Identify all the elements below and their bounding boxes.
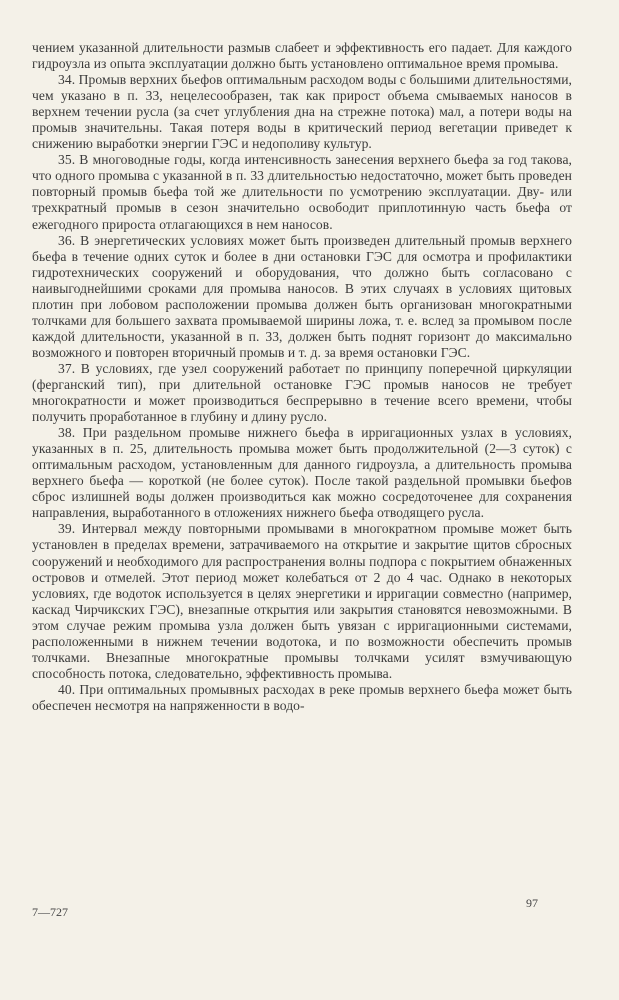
paragraph-38: 38. При раздельном промыве нижнего бьефа в ирригационных узлах в условиях, указанных в п. 25, длительность промыва может быть продолжительной (2—3 суток) с оптимальным расходом, установленным для данного гидроузла, а длительность промыва верхнего бьефа — короткой (не более суток). После такой раздельной промывки бьефов сброс излишней воды должен производиться как можно сосредоточенее для сохранения направления, выработанного в отложениях нижнего бьефа отводящего русла. [32, 425, 572, 521]
paragraph-continuation: чением указанной длительности размыв слабеет и эффективность его падает. Для каждого гидроузла из опыта эксплуатации должно быть установлено оптимальное время промыва. [32, 40, 572, 72]
paragraph-35: 35. В многоводные годы, когда интенсивность занесения верхнего бьефа за год такова, что одного промыва с указанной в п. 33 длительностью недостаточно, может быть проведен повторный промыв бьефа той же длительности по усмотрению эксплуатации. Дву- или трехкратный промыв в сезон значительно освободит приплотинную часть бьефа от ежегодного прироста отлагающихся в нем наносов. [32, 152, 572, 232]
paragraph-40: 40. При оптимальных промывных расходах в реке промыв верхнего бьефа может быть обеспечен несмотря на напряженности в водо- [32, 681, 572, 713]
printer-signature: 7—727 [32, 905, 68, 919]
paragraph-39: 39. Интервал между повторными промывами в многократном промыве может быть установлен в пределах времени, затрачиваемого на открытие и закрытие щитов сбросных сооружений и необходимого для распространения волны подпора с покрытием обнаженных островов и отмелей. Этот период может колебаться от 2 до 4 час. Однако в некоторых условиях, где водоток используется в целях энергетики и ирригации совместно (например, каскад Чирчикских ГЭС), внезапные открытия или закрытия становятся невозможными. В этом случае режим промыва узла должен быть увязан с ирригационными системами, расположенными в нижнем течении водотока, и по возможности обеспечить промыв толчками. Внезапные многократные промывы толчками усилят взмучивающую способность потока, следовательно, эффективность промыва. [32, 521, 572, 681]
page-number: 97 [526, 896, 538, 910]
paragraph-34: 34. Промыв верхних бьефов оптимальным расходом воды с большими длительностями, чем указано в п. 33, нецелесообразен, так как прирост объема смываемых наносов в верхнем течении русла (за счет углубления дна на стрежне потока) мал, а потери воды на промыв значительны. Такая потеря воды в критический период вегетации приведет к снижению выработки энергии ГЭС и недополиву культур. [32, 72, 572, 152]
paragraph-37: 37. В условиях, где узел сооружений работает по принципу поперечной циркуляции (ферганский тип), при длительной остановке ГЭС промыв наносов не требует многократности и может производиться беспрерывно в течение всего времени, чтобы получить проработанное в глубину и длину русло. [32, 360, 572, 425]
body-text [32, 40, 572, 714]
paragraph-36: 36. В энергетических условиях может быть произведен длительный промыв верхнего бьефа в течение одних суток и более в дни остановки ГЭС для осмотра и профилактики гидротехнических сооружений и оборудования, что должно быть согласовано с наивыгоднейшими сроками для промыва наносов. В этих случаях в условиях щитовых плотин при лобовом расположении промыва должен быть организован многократными толчками для большего захвата промываемой ширины ложа, т. е. вслед за промывом после каждой длительности, указанной в п. 33, должен быть поднят горизонт до максимально возможного и повторен вторичный промыв и т. д. за время остановки ГЭС. [32, 232, 572, 360]
